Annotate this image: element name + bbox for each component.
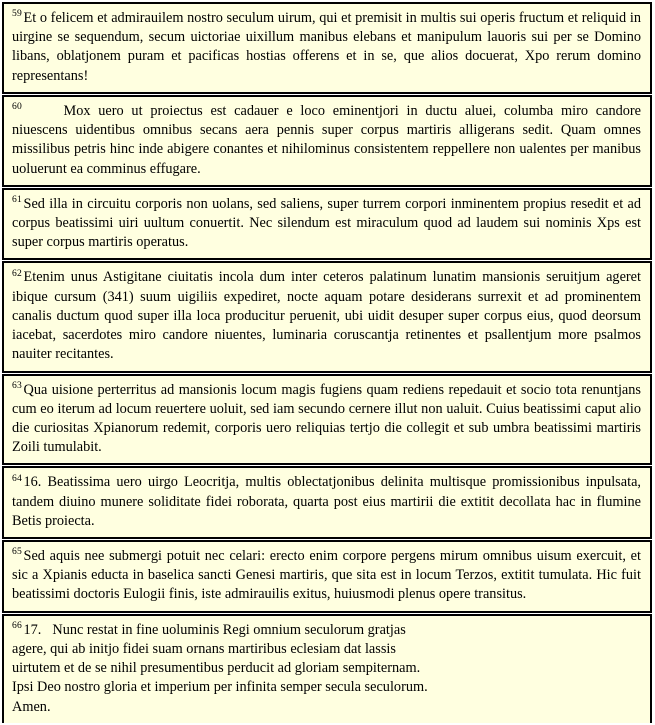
text-section bbox=[2, 466, 652, 539]
section-number: 64 bbox=[12, 472, 22, 484]
verse-line: agere, qui ab initjo fidei suam ornans martiribus eclesiam dat lassis bbox=[12, 640, 396, 657]
text-section bbox=[2, 188, 652, 261]
text-section bbox=[2, 374, 652, 466]
text-section bbox=[2, 2, 652, 94]
verse-line: Nunc restat in fine uoluminis Regi omnium seculorum gratjas bbox=[52, 621, 406, 638]
verse-line: Ipsi Deo nostro gloria et imperium per infinita semper secula seculorum. bbox=[12, 679, 428, 696]
section-text: Sed aquis nee submergi potuit nec celari: erecto enim corpore pergens mirum omnibus uisum exercuit, et sic a Xpianis educta in baselica sancti Genesi martiris, que sita est in locum Terzos, extitit tumulata. Hic fuit beatissimi doctoris Eulogii finis, iste admirauilis exitus, huiusmodi plenus opere transitus. bbox=[12, 548, 641, 603]
section-text: Mox uero ut proiectus est cadauer e loco eminentjori in ductu aluei, columba miro candore niuescens uidentibus omnibus secans aera pennis super corpus martiris alligerans sedit. Quam omnes missilibus petris hinc inde abigere conantes et nihilominus consistentem reppellere non ualentes per manibus uoluerunt ea comminus effugare. bbox=[12, 102, 641, 177]
section-number: 65 bbox=[12, 546, 22, 558]
section-number: 63 bbox=[12, 379, 22, 391]
section-text: Sed illa in circuitu corporis non uolans, sed saliens, super turrem corpori inminentem propius resedit et ad corpus beatissimi uiri uultum conuertit. Nec silendum est miraculum quod ad laudem sui nominis Xps est super corpus martiris operatus. bbox=[12, 195, 641, 251]
section-number: 66 bbox=[12, 619, 22, 631]
text-section bbox=[2, 540, 652, 613]
verse-line-first bbox=[12, 621, 641, 640]
section-text: 16. Beatissima uero uirgo Leocritja, multis oblectatjonibus delinita multisque promissionibus inpulsata, tandem diuino munere soliditate fidei roborata, quarta post eius martirii die extitit decollata hac in flumine Betis proiecta. bbox=[12, 474, 641, 529]
verse-line: Amen. bbox=[12, 698, 51, 715]
verse-line: uirtutem et de se nihil presumentibus perducit ad gloriam sempiternam. bbox=[12, 660, 421, 677]
section-number: 62 bbox=[12, 267, 22, 279]
section-number: 59 bbox=[12, 8, 22, 20]
section-text: Etenim unus Astigitane ciuitatis incola dum inter ceteros palatinum lunatim mansionis seruitjum ageret ibique cursum (341) suum uigiliis expediret, nocte aquam potare desiderans surrexit et ad prominentem canalis ductum quod super illa loca producitur peruenit, ubi uidit desuper super corpus eius, quod deorsum iacebat, sacerdotes miro candore niuentes, luminaria coruscantja retinentes et psallentjum more psalmos nauiter recitantes. bbox=[12, 269, 641, 363]
text-section bbox=[2, 95, 652, 187]
section-text: Et o felicem et admirauilem nostro seculum uirum, qui et premisit in multis sui operis fructum et reliquid in uirgine se sequendum, secum uictoriae uixillum manibus elebans et manipulum lauoris sui per se Domino libans, oblatjonem puram et pacificas hostias offerens et in se, que alios docuerat, Xpo rerum domino representans! bbox=[12, 10, 641, 84]
section-number: 60 bbox=[12, 101, 22, 113]
text-section bbox=[2, 261, 652, 372]
text-section bbox=[2, 614, 652, 723]
section-number: 61 bbox=[12, 193, 22, 205]
section-text: Qua uisione perterritus ad mansionis locum magis fugiens quam rediens repedauit et socio tota renuntjans cum eo iterum ad locum reuertere uoluit, sed iam secundo cernere illut non ualuit. Cuius beatissimi caput alio die curiositas Xpianorum redemit, corporis uero reliquias tertjo die collegit et sub umbra beatissimi martiris Zoili tumulabit. bbox=[12, 381, 641, 456]
chapter-number: 17. bbox=[23, 621, 42, 638]
